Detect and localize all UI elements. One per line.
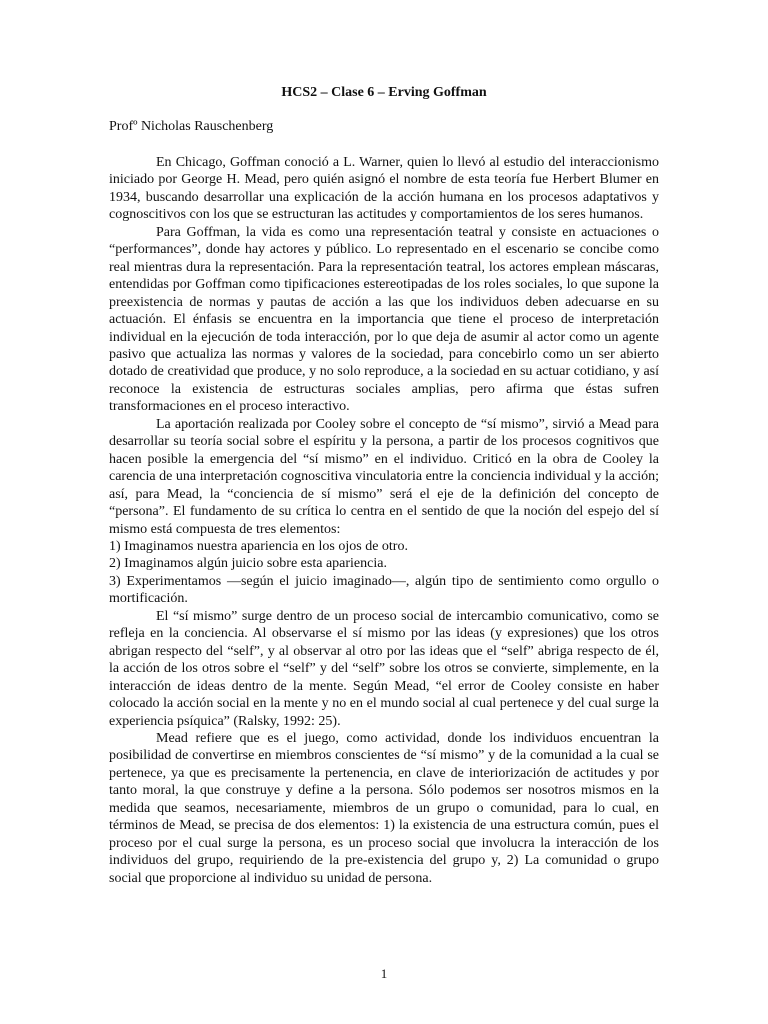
paragraph-4: El “sí mismo” surge dentro de un proceso social de intercambio comunicativo, como se refleja en la conciencia. Al observarse el sí mismo por las ideas (y expresiones) que los otros abrigan respecto del “self”, y al observar al otro por las ideas que el “self” abriga respecto de él, la acción de los otros sobre el “self” y del “self” sobre los otros se convierte, simplemente, en la interacción de ideas dentro de la mente. Según Mead, “el error de Cooley consiste en haber colocado la acción social en la mente y no en el mundo social al cual pertenece y del cual surge la experiencia psíquica” (Ralsky, 1992: 25). <box>109 608 659 729</box>
document-author: Profº Nicholas Rauschenberg <box>109 119 274 134</box>
document-page <box>109 84 659 887</box>
paragraph-5: Mead refiere que es el juego, como actividad, donde los individuos encuentran la posibilidad de convertirse en miembros conscientes de “sí mismo” y de la comunidad a la cual se pertenece, ya que es precisamente la pertenencia, en clave de interiorización de actitudes y por tanto moral, la que construye y define a la persona. Sólo podemos ser nosotros mismos en la medida que seamos, necesariamente, miembros de un grupo o comunidad, para lo cual, en términos de Mead, se precisa de dos elementos: 1) la existencia de una estructura común, pues el proceso por el cual surge la persona, es un proceso social que involucra la interacción de los individuos del grupo, requiriendo de la pre-existencia del grupo y, 2) La comunidad o grupo social que proporcione al individuo su unidad de persona. <box>109 730 659 886</box>
list-item-3: 3) Experimentamos —según el juicio imaginado—, algún tipo de sentimiento como orgullo o mortificación. <box>109 573 659 607</box>
list-item-1: 1) Imaginamos nuestra apariencia en los ojos de otro. <box>109 538 408 554</box>
paragraph-2: Para Goffman, la vida es como una representación teatral y consiste en actuaciones o “performances”, donde hay actores y público. Lo representado en el escenario se concibe como real mientras dura la representación. Para la representación teatral, los actores emplean máscaras, entendidas por Goffman como tipificaciones estereotipadas de los roles sociales, lo que supone la preexistencia de normas y pautas de acción a las que los individuos deben adecuarse en su actuación. El énfasis se encuentra en la importancia que tiene el proceso de interpretación individual en la ejecución de toda interacción, por lo que deja de asumir al actor como un agente pasivo que actualiza las normas y valores de la sociedad, para concebirlo como un ser abierto dotado de creatividad que produce, y no solo reproduce, a la sociedad en su actuar cotidiano, y así reconoce la existencia de estructuras sociales amplias, pero afirma que éstas sufren transformaciones en el proceso interactivo. <box>109 224 659 415</box>
paragraph-3: La aportación realizada por Cooley sobre el concepto de “sí mismo”, sirvió a Mead para desarrollar su teoría social sobre el espíritu y la persona, a partir de los procesos cognitivos que hacen posible la emergencia del “sí mismo” en el individuo. Criticó en la obra de Cooley la carencia de una interpretación cognoscitiva vinculatoria entre la conciencia individual y la acción; así, para Mead, la “conciencia de sí mismo” será el eje de la definición del concepto de “persona”. El fundamento de su crítica lo centra en el sentido de que la noción del espejo del sí mismo está compuesta de tres elementos: <box>109 416 659 537</box>
document-title: HCS2 – Clase 6 – Erving Goffman <box>281 85 487 100</box>
list-item-2: 2) Imaginamos algún juicio sobre esta apariencia. <box>109 556 387 572</box>
paragraph-1: En Chicago, Goffman conoció a L. Warner, quien lo llevó al estudio del interaccionismo iniciado por George H. Mead, pero quién asignó el nombre de esta teoría fue Herbert Blumer en 1934, buscando desarrollar una explicación de la acción humana en los procesos adaptativos y cognoscitivos con los que se estructuran las actitudes y comportamientos de los seres humanos. <box>109 155 659 223</box>
page-number: 1 <box>380 966 388 981</box>
